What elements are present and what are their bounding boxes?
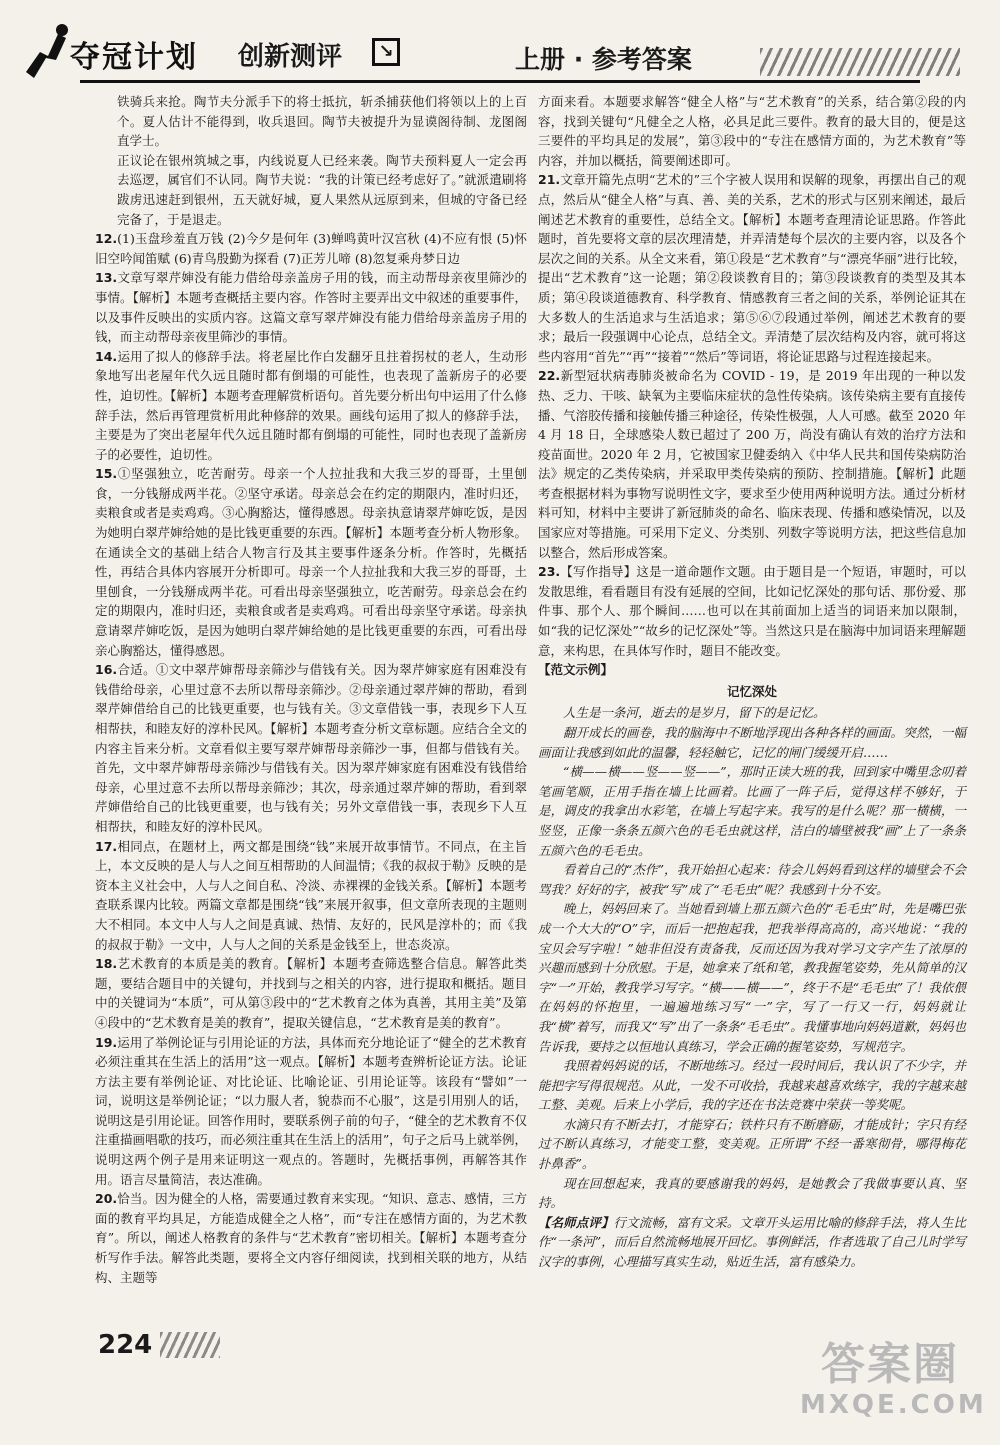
- watermark-logo: 答案圈: [821, 1339, 959, 1390]
- brand-title: 创新测评: [238, 42, 343, 72]
- item-text: 文章写翠芹婶没有能力借给母亲盖房子用的钱，而主动帮母亲夜里筛沙的事情。【解析】本题考查概括主要内容。作答时主要弄出文中叙述的重要事件，以及事件反映出的实质内容。这篇文章写翠芹婶没有能力借给母亲盖房子用的钱，而主动帮母亲夜里筛沙的事情。: [95, 270, 527, 345]
- item-text: 运用了拟人的修辞手法。将老屋比作白发翻牙且拄着拐杖的老人，生动形象地写出老屋年代久远且随时都有倒塌的可能性，也表现了盖新房子的必要性，迫切性。【解析】本题考查理解赏析语句。首先要分析出句中运用了什么修辞手法，然后再管理赏析用此种修辞的效果。画线句运用了拟人的修辞手法，主要是为了突出老屋年代久远且随时都有倒塌的可能性，同时也表现了盖新房子的必要性，迫切性。: [95, 348, 527, 462]
- page-header: [0, 0, 1000, 92]
- essay-paragraph: 我照着妈妈说的话，不断地练习。经过一段时间后，我认识了不少字，并能把字写得很规范。从此，一发不可收拾，我越来越喜欢练字，我的字越来越工整、美观。后来上小学后，我的字还在书法竞赛中荣获一等奖呢。: [538, 1058, 966, 1113]
- item-text: 文章开篇先点明“艺术的”三个字被人误用和误解的现象，再摆出自己的观点，然后从“健全人格”与真、善、美的关系，艺术的形式与区别来阐述，最后阐述艺术教育的重要性，总结全文。【解析】本题考查理清论证思路。作答此题时，首先要将文章的层次理清楚，并弄清楚每个层次的主要内容，以及各个层次之间的关系。从全文来看，第①段是“艺术教育”与“漂亮华丽”进行比较，提出“艺术教育”这一论题；第②段谈教育目的；第③段谈教育的类型及其本质；第④段谈道德教育、科学教育、情感教育三者之间的关系，举例论证其在大多数人的生活追求与生活追求；第⑤⑥⑦段通过举例，阐述艺术教育的要求；最后一段强调中心论点，总结全文。弄清楚了层次结构及内容，就可将这些内容用“首先”“再”“接着”“然后”等词语，将论证思路与过程连接起来。: [538, 172, 966, 364]
- item-text: 运用了举例论证与引用论证的方法，具体而充分地论证了“健全的艺术教育必须注重其在生活上的活用”这一观点。【解析】本题考查辨析论证方法。论证方法主要有举例论证、对比论证、比喻论证、引用论证等。该段有“譬如”一词，说明这是举例论证；“以力服人者，貌恭而不心服”，这是引用别人的话，说明这是引用论证。回答作用时，要联系例子前的句子，“健全的艺术教育不仅注重描画唱歌的技巧，而必须注重其在生活上的活用”，句子之后马上就举例，说明这两个例子是用来证明这一观点的。答题时，先概括事例，再解答其作用。语言尽量简洁，表达准确。: [95, 1034, 527, 1187]
- answer-item: [95, 1189, 527, 1287]
- site-watermark: [800, 1339, 987, 1440]
- essay-title: 记忆深处: [726, 683, 777, 699]
- item-text: 恰当。因为健全的人格，需要通过教育来实现。“知识、意志、感情，三方面的教育平均具足，方能造成健全之人格”，而“专注在感情方面的，为艺术教育”。所以，阐述人格教育的条件与“艺术教育”密切相关。【解析】本题考查分析写作手法。解答此类题，要将全文内容仔细阅读，找到相关联的地方，从结构、主题等: [95, 1191, 527, 1285]
- answer-item: [95, 954, 527, 1032]
- answer-item: [538, 562, 966, 660]
- item-text: 【写作指导】这是一道命题作文题。由于题目是一个短语，审题时，可以发散思维，看看题目有没有延展的空间，比如记忆深处的那句话、那份爱、那件事、那个人、那个瞬间……也可以在其前面加上适当的词语来加以限制，如“我的记忆深处”“故乡的记忆深处”等。当然这只是在脑海中加词语来理解题意，来构思，在具体写作时，题目不能改变。: [538, 564, 966, 658]
- header-rule: [80, 80, 920, 83]
- essay-paragraph: 晚上，妈妈回来了。当她看到墙上那五颜六色的“毛毛虫”时，先是嘴巴张成一个大大的“O”字，而后一把抱起我，把我举得高高的，高兴地说：“我的宝贝会写字啦！”她非但没有责备我，反而还因为我对学习文字产生了浓厚的兴趣而感到十分欣慰。于是，她拿来了纸和笔，教我握笔姿势，先从简单的汉字“一”开始，教我学习写字。“横——横——”，终于不是“毛毛虫”了！我依偎在妈妈的怀抱里，一遍遍地练习写“一”字，写了一行又一行，妈妈就让我“横”着写，而我又“写”出了一条条“毛毛虫”。我懂事地向妈妈道歉，妈妈也告诉我，要持之以恒地认真练习，学会正确的握笔姿势，写规范字。: [538, 901, 966, 1054]
- answer-item: [95, 347, 527, 465]
- answer-item: [95, 268, 527, 346]
- page-number: 224: [98, 1330, 153, 1360]
- item-number: 19.: [95, 1034, 118, 1050]
- essay-paragraph: 水滴只有不断去打，才能穿石；铁杵只有不断磨砺，才能成针；字只有经过不断认真练习，才能变工整，变美观。正所谓“不经一番寒彻骨，哪得梅花扑鼻香”。: [538, 1116, 966, 1172]
- review-text: 行文流畅，富有文采。文章开头运用比喻的修辞手法，将人生比作“一条河”，而后自然流畅地展开回忆。事例鲜活，作者选取了自己儿时学写汉字的事例，心理描写真实生动，贴近生活，富有感染力。: [538, 1214, 966, 1270]
- item-text: 新型冠状病毒肺炎被命名为 COVID - 19，是 2019 年出现的一种以发热、乏力、干咳、缺氧为主要临床症状的急性传染病。该传染病主要有直接传播、气溶胶传播和接触传播三种途径，传染性极强，人人可感。截至 2020 年 4 月 18 日，全球感染人数已超过了 200 万，尚没有确认有效的治疗方法和疫苗面世。2020 年 2 月，它被国家卫健委纳入《中华人民共和国传染病防治法》规定的乙类传染病，并采取甲类传染病的预防、控制措施。【解析】此题考查根据材料为事物写说明性文字，要求至少使用两种说明方法。通过分析材料可知，材料中主要讲了新冠肺炎的命名、临床表现、传播和感染情况，以及国家应对等措施。可采用下定义、分类别、列数字等说明方法，把这些信息加以整合，然后形成答案。: [538, 368, 966, 560]
- footer-stripes: [160, 1332, 220, 1358]
- answer-item: [95, 1033, 527, 1190]
- item-text: (1)玉盘珍羞直万钱 (2)今夕是何年 (3)蝉鸣黄叶汉宫秋 (4)不应有恨 (5)怀旧空吟闻笛赋 (6)青鸟殷勤为探看 (7)正芳儿啼 (8)忽复乘舟梦日边: [95, 231, 527, 266]
- item-text: 相同点，在题材上，两文都是围绕“钱”来展开故事情节。不同点，在主旨上，本文反映的是人与人之间互相帮助的人间温情；《我的叔叔于勒》反映的是资本主义社会中，人与人之间自私、冷淡、赤裸裸的金钱关系。【解析】本题考查联系课内比较。两篇文章都是围绕“钱”来展开叙事，但文章所表现的主题则大不相同。本文中人与人之间是真诚、热情、友好的，民风是淳朴的；而《我的叔叔于勒》一文中，人与人之间的关系是金钱至上，世态炎凉。: [95, 838, 527, 952]
- item-number: 17.: [95, 838, 118, 854]
- right-column: [538, 92, 966, 1272]
- left-column: [95, 92, 527, 1287]
- item-number: 13.: [95, 270, 118, 286]
- answer-item: [538, 366, 966, 562]
- item-text: 方面来看。本题要求解答“健全人格”与“艺术教育”的关系，结合第②段的内容，找到关键句“凡健全之人格，必具足此三要件。教育的最大目的，便是这三要件的平均具足的发展”，第③段中的“专注在感情方面的，为艺术教育”等内容，并加以概括，简要阐述即可。: [538, 94, 966, 168]
- answer-item: [538, 92, 966, 170]
- item-number: 14.: [95, 348, 118, 364]
- essay-paragraph: 人生是一条河，逝去的是岁月，留下的是记忆。: [563, 705, 826, 721]
- header-stripes: [760, 48, 960, 76]
- model-essay: [538, 703, 966, 1212]
- section-title: 上册 · 参考答案: [515, 45, 692, 74]
- essay-paragraph: “横——横——竖——竖——”，那时正读大班的我，回到家中嘴里念叨着笔画笔顺，正用手指在墙上比画着。比画了一阵子后，觉得这样不够好，于是，调皮的我拿出水彩笔，在墙上写起字来。我写的是什么呢？那一横横，一竖竖，正像一条条五颜六色的毛毛虫就这样，洁白的墙壁被我“画”上了一条条五颜六色的毛毛虫。: [538, 764, 966, 858]
- item-number: 23.: [538, 564, 561, 580]
- teacher-review: [538, 1213, 966, 1272]
- item-number: 15.: [95, 466, 118, 482]
- item-number: 20.: [95, 1191, 118, 1207]
- logo-text: 夺冠计划: [70, 40, 198, 75]
- intro-paragraph: 正议论在银州筑城之事，内线说夏人已经来袭。陶节夫预料夏人一定会再去巡逻，属官们不认同。陶节夫说：“我的计策已经考虑好了。”就派遣刷将跋虏迅速赶到银州，五天就好城，夏人果然从远原到来，但城的守备已经完备了，于是退走。: [117, 152, 527, 227]
- item-text: 合适。①文中翠芹婶帮母亲筛沙与借钱有关。因为翠芹婶家庭有困难没有钱借给母亲，心里过意不去所以帮母亲筛沙。②母亲通过翠芹婶的帮助，看到翠芹婶借给自己的比钱更重要，也与钱有关。③文章借钱一事，表现乡下人互相帮扶，和睦友好的淳朴民风。【解析】本题考查分析文章标题。应结合全文的内容主旨来分析。文章看似主要写翠芹婶帮母亲筛沙一事，但都与借钱有关。首先，文中翠芹婶帮母亲筛沙与借钱有关。因为翠芹婶家庭有困难没有钱借给母亲，心里过意不去所以帮母亲筛沙；其次，母亲通过翠芹婶的帮助，看到翠芹婶借给自己的比钱更重要，也与钱有关；另外文章借钱一事，表现乡下人互相帮扶，和睦友好的淳朴民风。: [95, 662, 527, 834]
- intro-paragraph: 铁骑兵来抢。陶节夫分派手下的将士抵抗，斩杀捕获他们将领以上的上百个。夏人估计不能得到，收兵退回。陶节夫被提升为显谟阁待制、龙图阁直学士。: [117, 94, 527, 149]
- answer-item: [95, 464, 527, 660]
- item-number: 18.: [95, 956, 118, 972]
- item-number: 21.: [538, 172, 561, 188]
- item-text: ①坚强独立，吃苦耐劳。母亲一个人拉扯我和大我三岁的哥哥，土里刨食，一分钱掰成两半花。②坚守承诺。母亲总会在约定的期限内，准时归还，卖粮食或者是卖鸡鸡。③心胸豁达，懂得感恩。母亲执意请翠芹婶吃饭，是因为她明白翠芹婶给她的是比钱更重要的东西。【解析】本题考查分析人物形象。在通读全文的基础上结合人物言行及其主要事件逐条分析。作答时，先概括性，再结合具体内容展开分析即可。母亲一个人拉扯我和大我三岁的哥哥，土里刨食，一分钱掰成两半花。可看出母亲坚强独立，吃苦耐劳。母亲总会在约定的期限内，准时归还，卖粮食或者是卖鸡鸡。可看出母亲坚守承诺。母亲执意请翠芹婶吃饭，是因为她明白翠芹婶给她的是比钱更重要的东西，可看出母亲心胸豁达，懂得感恩。: [95, 466, 527, 658]
- item-number: 22.: [538, 368, 561, 384]
- essay-paragraph: 看着自己的“杰作”，我开始担心起来：待会儿妈妈看到这样的墙壁会不会骂我？好好的字，被我“写”成了“毛毛虫”呢？我感到十分不安。: [538, 862, 966, 897]
- item-number: 12.: [95, 231, 118, 247]
- review-label: 【名师点评】: [538, 1214, 614, 1230]
- item-text: 艺术教育的本质是美的教育。【解析】本题考查筛选整合信息。解答此类题，要结合题目中的关键句，并找到与之相关的内容，进行提取和概括。题目中的关键词为“本质”，可从第③段中的“艺术教育之体为真善，其用主美”及第④段中的“艺术教育是美的教育”，提取关键信息，“艺术教育是美的教育”。: [95, 956, 527, 1030]
- essay-label: 【范文示例】: [538, 662, 614, 678]
- answer-item: [95, 837, 527, 955]
- trophy-runner-icon: [18, 22, 78, 84]
- watermark-url: MXQE.COM: [800, 1390, 987, 1420]
- essay-paragraph: 翻开成长的画卷，我的脑海中不断地浮现出各种各样的画面。突然，一幅画面让我感到如此的温馨，轻轻触它，记忆的闸门缓缓开启……: [538, 725, 966, 760]
- answer-item: [538, 170, 966, 366]
- item-number: 16.: [95, 662, 118, 678]
- answer-item: [95, 229, 527, 268]
- arrow-icon: ↘: [372, 38, 400, 66]
- essay-paragraph: 现在回想起来，我真的要感谢我的妈妈，是她教会了我做事要认真、坚持。: [538, 1175, 966, 1211]
- answer-item: [95, 660, 527, 836]
